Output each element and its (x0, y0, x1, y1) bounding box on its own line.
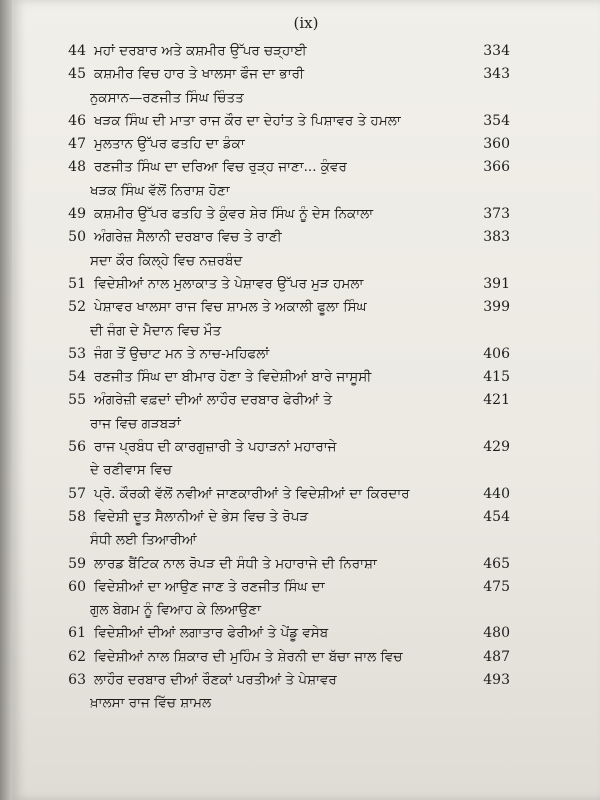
toc-entry (68, 203, 510, 226)
toc-entry (68, 436, 510, 483)
page-ref: 487 (483, 648, 510, 665)
chapter-title: ਵਿਦੇਸ਼ੀਆਂ ਦਾ ਆਉਣ ਜਾਣ ਤੇ ਰਣਜੀਤ ਸਿੰਘ ਦਾ (94, 578, 325, 595)
toc-entry (68, 553, 510, 576)
chapter-title: ਕਸ਼ਮੀਰ ਉੱਪਰ ਫਤਹਿ ਤੇ ਕੁੰਵਰ ਸ਼ੇਰ ਸਿੰਘ ਨੂੰ ਦੇਸ ਨਿਕਾਲਾ (94, 206, 374, 223)
chapter-title-continuation: ਰਾਜ ਵਿਚ ਗੜਬੜਾਂ (90, 415, 181, 432)
chapter-title: ਮਹਾਂ ਦਰਬਾਰ ਅਤੇ ਕਸ਼ਮੀਰ ਉੱਪਰ ਚੜ੍ਹਾਈ (94, 43, 307, 59)
page-ref: 366 (483, 159, 510, 176)
chapter-title: ਅੰਗਰੇਜ਼ ਸੈਲਾਨੀ ਦਰਬਾਰ ਵਿਚ ਤੇ ਰਾਣੀ (94, 229, 282, 246)
chapter-number: 56 (68, 439, 86, 456)
toc-entry (68, 669, 510, 716)
page-ref: 334 (483, 43, 510, 59)
chapter-title: ਵਿਦੇਸ਼ੀਆਂ ਨਾਲ ਮੁਲਾਕਾਤ ਤੇ ਪੇਸ਼ਾਵਰ ਉੱਪਰ ਮੁੜ ਹਮਲਾ (94, 275, 364, 292)
page-ref: 399 (483, 299, 510, 316)
page-ref: 454 (483, 508, 510, 525)
chapter-title-continuation: ਗੁਲ ਬੇਗਮ ਨੂੰ ਵਿਆਹ ਕੇ ਲਿਆਉਣਾ (90, 602, 262, 619)
toc-entry (68, 40, 510, 63)
page-ref: 421 (483, 392, 510, 409)
toc-entry (68, 133, 510, 156)
chapter-number: 50 (68, 229, 86, 246)
chapter-number: 47 (68, 136, 86, 153)
page-header: (ix) (293, 14, 319, 32)
chapter-title: ਰਣਜੀਤ ਸਿੰਘ ਦਾ ਦਰਿਆ ਵਿਚ ਰੁੜ੍ਹ ਜਾਣਾ... ਕੁੰਵਰ (94, 159, 347, 176)
chapter-number: 48 (68, 159, 86, 176)
page-ref: 373 (483, 206, 510, 223)
page-ref: 415 (483, 369, 510, 386)
chapter-title: ਰਾਜ ਪ੍ਰਬੰਧ ਦੀ ਕਾਰਗੁਜ਼ਾਰੀ ਤੇ ਪਹਾੜਨਾਂ ਮਹਾਰਾਜੇ (94, 439, 337, 456)
chapter-title-continuation: ਦੀ ਜੰਗ ਦੇ ਮੈਦਾਨ ਵਿਚ ਮੌਤ (90, 322, 222, 339)
chapter-number: 53 (68, 345, 86, 362)
chapter-number: 62 (68, 648, 86, 665)
chapter-title: ਲਾਹੌਰ ਦਰਬਾਰ ਦੀਆਂ ਰੌਣਕਾਂ ਪਰਤੀਆਂ ਤੇ ਪੇਸ਼ਾਵਰ (94, 672, 337, 689)
toc-entry (68, 273, 510, 296)
page-ref: 429 (483, 439, 510, 456)
page-ref: 354 (483, 112, 510, 129)
toc-entry (68, 506, 510, 553)
chapter-number: 58 (68, 508, 86, 525)
book-page (12, 0, 600, 800)
chapter-number: 44 (68, 43, 86, 59)
chapter-title: ਖੜਕ ਸਿੰਘ ਦੀ ਮਾਤਾ ਰਾਜ ਕੌਰ ਦਾ ਦੇਹਾਂਤ ਤੇ ਪਿਸ਼ਾਵਰ ਤੇ ਹਮਲਾ (94, 112, 401, 129)
chapter-number: 51 (68, 275, 86, 292)
chapter-number: 46 (68, 112, 86, 129)
chapter-number: 45 (68, 66, 86, 83)
chapter-number: 49 (68, 206, 86, 223)
chapter-title: ਪ੍ਰੋ. ਕੌਰਕੀ ਵੱਲੋਂ ਨਵੀਆਂ ਜਾਣਕਾਰੀਆਂ ਤੇ ਵਿਦੇਸ਼ੀਆਂ ਦਾ ਕਿਰਦਾਰ (94, 485, 410, 502)
chapter-title: ਜੰਗ ਤੋਂ ਉਚਾਟ ਮਨ ਤੇ ਨਾਚ-ਮਹਿਫਲਾਂ (94, 345, 270, 362)
toc-entry (68, 366, 510, 389)
chapter-number: 52 (68, 299, 86, 316)
chapter-title: ਵਿਦੇਸ਼ੀਆਂ ਦੀਆਂ ਲਗਾਤਾਰ ਫੇਰੀਆਂ ਤੇ ਪੇਂਡੂ ਵਸੇਬ (94, 625, 329, 642)
chapter-title: ਕਸ਼ਮੀਰ ਵਿਚ ਹਾਰ ਤੇ ਖਾਲਸਾ ਫੌਜ ਦਾ ਭਾਰੀ (94, 66, 305, 83)
toc-entry (68, 622, 510, 645)
chapter-title-continuation: ਖ਼ਾਲਸਾ ਰਾਜ ਵਿੱਚ ਸ਼ਾਮਲ (90, 695, 212, 712)
chapter-title-continuation: ਸਦਾ ਕੌਰ ਕਿਲ੍ਹੇ ਵਿਚ ਨਜ਼ਰਬੰਦ (90, 252, 243, 269)
page-ref: 383 (483, 229, 510, 246)
chapter-number: 57 (68, 485, 86, 502)
chapter-number: 60 (68, 578, 86, 595)
page-ref: 360 (483, 136, 510, 153)
toc-entry (68, 63, 510, 110)
page-ref: 475 (483, 578, 510, 595)
page-ref: 493 (483, 672, 510, 689)
toc-entry (68, 226, 510, 273)
page-ref: 440 (483, 485, 510, 502)
toc-entry (68, 343, 510, 366)
chapter-title-continuation: ਨੁਕਸਾਨ—ਰਣਜੀਤ ਸਿੰਘ ਚਿੰਤਤ (90, 89, 244, 106)
chapter-title-continuation: ਦੇ ਰਣੀਵਾਸ ਵਿਚ (90, 462, 172, 479)
book-spine-shadow (0, 0, 12, 800)
toc-entry (68, 646, 510, 669)
page-ref: 465 (483, 555, 510, 572)
toc-entry (68, 389, 510, 436)
chapter-number: 55 (68, 392, 86, 409)
chapter-number: 59 (68, 555, 86, 572)
page-ref: 343 (483, 66, 510, 83)
chapter-number: 63 (68, 672, 86, 689)
chapter-title: ਲਾਰਡ ਬੈਂਟਿਕ ਨਾਲ ਰੋਪੜ ਦੀ ਸੰਧੀ ਤੇ ਮਹਾਰਾਜੇ ਦੀ ਨਿਰਾਸ਼ਾ (94, 555, 377, 572)
chapter-title: ਪੇਸ਼ਾਵਰ ਖਾਲਸਾ ਰਾਜ ਵਿਚ ਸ਼ਾਮਲ ਤੇ ਅਕਾਲੀ ਫੂਲਾ ਸਿੰਘ (94, 299, 367, 316)
chapter-number: 61 (68, 625, 86, 642)
chapter-title: ਮੁਲਤਾਨ ਉੱਪਰ ਫਤਹਿ ਦਾ ਡੰਕਾ (94, 136, 245, 153)
toc-entry (68, 296, 510, 343)
toc-entry (68, 110, 510, 133)
page-ref: 406 (483, 345, 510, 362)
page-ref: 391 (483, 275, 510, 292)
toc-entry (68, 156, 510, 203)
chapter-title-continuation: ਸੰਧੀ ਲਈ ਤਿਆਰੀਆਂ (90, 532, 197, 549)
chapter-title: ਰਣਜੀਤ ਸਿੰਘ ਦਾ ਬੀਮਾਰ ਹੋਣਾ ਤੇ ਵਿਦੇਸ਼ੀਆਂ ਬਾਰੇ ਜਾਸੂਸੀ (94, 369, 372, 386)
table-of-contents (68, 40, 510, 716)
chapter-title: ਵਿਦੇਸ਼ੀਆਂ ਨਾਲ ਸ਼ਿਕਾਰ ਦੀ ਮੁਹਿੰਮ ਤੇ ਸ਼ੇਰਨੀ ਦਾ ਬੱਚਾ ਜਾਲ ਵਿਚ (94, 648, 403, 665)
toc-entry (68, 576, 510, 623)
chapter-number: 54 (68, 369, 86, 386)
toc-entry (68, 483, 510, 506)
chapter-title: ਵਿਦੇਸ਼ੀ ਦੂਤ ਸੈਲਾਨੀਆਂ ਦੇ ਭੇਸ ਵਿਚ ਤੇ ਰੋਪੜ (94, 508, 309, 525)
page-ref: 480 (483, 625, 510, 642)
chapter-title-continuation: ਖੜਕ ਸਿੰਘ ਵੱਲੋਂ ਨਿਰਾਸ਼ ਹੋਣਾ (90, 182, 230, 199)
chapter-title: ਅੰਗਰੇਜ਼ੀ ਵਫ਼ਦਾਂ ਦੀਆਂ ਲਾਹੌਰ ਦਰਬਾਰ ਫੇਰੀਆਂ ਤੇ (94, 392, 333, 409)
